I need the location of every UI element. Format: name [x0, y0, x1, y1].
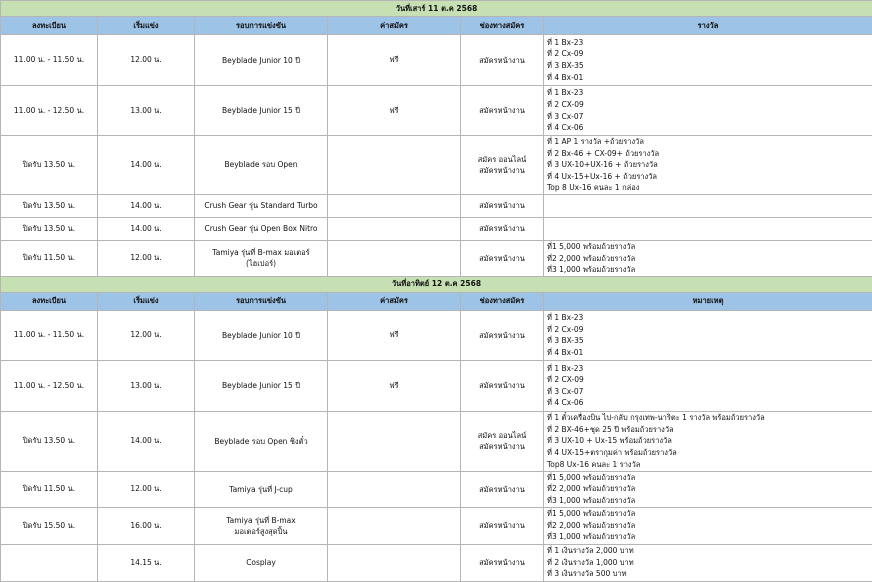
- round-cell: [195, 411, 328, 471]
- prize-line: ที่2 2,000 พร้อมถ้วยรางวัล: [547, 483, 869, 495]
- channel-cell: [461, 35, 544, 86]
- fee-cell: ฟรี: [328, 86, 461, 136]
- prize-line: Top 8 Ux-16 คนละ 1 กล่อง: [547, 182, 869, 194]
- round-line: Crush Gear รุ่น Open Box Nitro: [198, 223, 324, 234]
- column-header: เริ่มแข่ง: [98, 17, 195, 35]
- round-line: Beyblade Junior 10 ปี: [198, 330, 324, 341]
- prize-line: ที่ 3 UX-10 + Ux-15 พร้อมถ้วยรางวัล: [547, 435, 869, 447]
- round-cell: [195, 544, 328, 581]
- prize-cell: [544, 217, 872, 240]
- channel-line: สมัครหน้างาน: [464, 223, 540, 234]
- prize-line: ที่ 3 BX-35: [547, 335, 869, 347]
- round-line: Beyblade รอบ Open ชิงตั๋ว: [198, 436, 324, 447]
- schedule-body: [1, 1, 872, 582]
- prize-cell: [544, 35, 872, 86]
- prize-line: ที่3 1,000 พร้อมถ้วยรางวัล: [547, 531, 869, 543]
- prize-line: ที่1 5,000 พร้อมถ้วยรางวัล: [547, 472, 869, 484]
- channel-cell: [461, 544, 544, 581]
- table-row: [1, 240, 872, 276]
- registration-time-cell: ปิดรับ 13.50 น.: [1, 411, 98, 471]
- prize-line: ที่ 2 CX-09: [547, 99, 869, 111]
- channel-cell: [461, 411, 544, 471]
- start-time-cell: 14.00 น.: [98, 136, 195, 195]
- start-time-cell: 13.00 น.: [98, 86, 195, 136]
- column-header: รอบการแข่งขัน: [195, 292, 328, 310]
- round-line: Tamiya รุ่นที่ B-max มอเตอร์: [198, 247, 324, 258]
- round-line: Cosplay: [198, 557, 324, 568]
- prize-cell: [544, 360, 872, 411]
- column-header: ค่าสมัคร: [328, 17, 461, 35]
- prize-line: ที่3 1,000 พร้อมถ้วยรางวัล: [547, 264, 869, 276]
- start-time-cell: 12.00 น.: [98, 35, 195, 86]
- prize-line: ที่ 4 Cx-06: [547, 397, 869, 409]
- channel-line: สมัครหน้างาน: [464, 330, 540, 341]
- registration-time-cell: ปิดรับ 15.50 น.: [1, 507, 98, 544]
- column-header: รางวัล: [544, 17, 872, 35]
- column-header: ค่าสมัคร: [328, 292, 461, 310]
- prize-line: ที่ 1 Bx-23: [547, 312, 869, 324]
- round-cell: [195, 194, 328, 217]
- fee-cell: [328, 507, 461, 544]
- start-time-cell: 16.00 น.: [98, 507, 195, 544]
- channel-cell: [461, 217, 544, 240]
- prize-cell: [544, 136, 872, 195]
- prize-cell: [544, 194, 872, 217]
- table-row: [1, 360, 872, 411]
- start-time-cell: 13.00 น.: [98, 360, 195, 411]
- fee-cell: [328, 217, 461, 240]
- table-row: [1, 194, 872, 217]
- round-line: Beyblade Junior 10 ปี: [198, 55, 324, 66]
- channel-line: สมัครหน้างาน: [464, 441, 540, 452]
- table-row: [1, 35, 872, 86]
- fee-cell: [328, 471, 461, 507]
- channel-cell: [461, 86, 544, 136]
- round-cell: [195, 360, 328, 411]
- prize-line: ที่ 4 Ux-15+Ux-16 + ถ้วยรางวัล: [547, 171, 869, 183]
- registration-time-cell: ปิดรับ 13.50 น.: [1, 136, 98, 195]
- round-cell: [195, 507, 328, 544]
- registration-time-cell: ปิดรับ 13.50 น.: [1, 194, 98, 217]
- fee-cell: [328, 194, 461, 217]
- channel-line: สมัคร ออนไลน์: [464, 430, 540, 441]
- channel-cell: [461, 360, 544, 411]
- round-line: Crush Gear รุ่น Standard Turbo: [198, 200, 324, 211]
- prize-line: ที่1 5,000 พร้อมถ้วยรางวัล: [547, 508, 869, 520]
- prize-cell: [544, 507, 872, 544]
- channel-cell: [461, 240, 544, 276]
- header-row: [1, 292, 872, 310]
- round-line: Tamiya รุ่นที่ B-max: [198, 515, 324, 526]
- prize-line: ที่ 3 Cx-07: [547, 386, 869, 398]
- prize-line: ที่ 1 Bx-23: [547, 363, 869, 375]
- fee-cell: [328, 544, 461, 581]
- prize-line: ที่ 3 Cx-07: [547, 111, 869, 123]
- prize-line: ที่ 2 Cx-09: [547, 48, 869, 60]
- registration-time-cell: [1, 544, 98, 581]
- prize-line: ที่ 4 Bx-01: [547, 72, 869, 84]
- prize-line: ที่ 1 Bx-23: [547, 87, 869, 99]
- channel-cell: [461, 310, 544, 360]
- prize-line: ที่ 4 UX-15+ตรากุมค่า พร้อมถ้วยรางวัล: [547, 447, 869, 459]
- start-time-cell: 14.15 น.: [98, 544, 195, 581]
- start-time-cell: 12.00 น.: [98, 240, 195, 276]
- prize-line: ที่ 1 ตั๋วเครื่องบิน ไป-กลับ กรุงเทพ-นาริตะ 1 รางวัล พร้อมถ้วยรางวัล: [547, 412, 869, 424]
- channel-line: สมัครหน้างาน: [464, 105, 540, 116]
- prize-line: ที่ 1 AP 1 รางวัล +ถ้วยรางวัล: [547, 136, 869, 148]
- registration-time-cell: ปิดรับ 11.50 น.: [1, 471, 98, 507]
- prize-line: ที่ 1 เงินรางวัล 2,000 บาท: [547, 545, 869, 557]
- day-title-row: [1, 276, 872, 292]
- prize-line: ที่2 2,000 พร้อมถ้วยรางวัล: [547, 253, 869, 265]
- registration-time-cell: ปิดรับ 11.50 น.: [1, 240, 98, 276]
- prize-line: ที่1 5,000 พร้อมถ้วยรางวัล: [547, 241, 869, 253]
- fee-cell: [328, 240, 461, 276]
- channel-line: สมัคร ออนไลน์: [464, 154, 540, 165]
- round-line: (ไฮเปอร์): [198, 258, 324, 269]
- round-line: มอเตอร์สูงสุดปิ้น: [198, 526, 324, 537]
- start-time-cell: 14.00 น.: [98, 217, 195, 240]
- channel-line: สมัครหน้างาน: [464, 165, 540, 176]
- prize-line: ที่ 2 CX-09: [547, 374, 869, 386]
- round-cell: [195, 240, 328, 276]
- day-title-row: [1, 1, 872, 17]
- fee-cell: [328, 136, 461, 195]
- table-row: [1, 471, 872, 507]
- registration-time-cell: 11.00 น. - 11.50 น.: [1, 35, 98, 86]
- registration-time-cell: 11.00 น. - 12.50 น.: [1, 360, 98, 411]
- start-time-cell: 12.00 น.: [98, 310, 195, 360]
- prize-cell: [544, 471, 872, 507]
- table-row: [1, 217, 872, 240]
- prize-cell: [544, 544, 872, 581]
- column-header: รอบการแข่งขัน: [195, 17, 328, 35]
- channel-cell: [461, 194, 544, 217]
- prize-cell: [544, 310, 872, 360]
- table-row: [1, 136, 872, 195]
- fee-cell: ฟรี: [328, 310, 461, 360]
- day-title: วันที่เสาร์ 11 ต.ค 2568: [1, 1, 872, 17]
- column-header: ช่องทางสมัคร: [461, 17, 544, 35]
- prize-line: ที่ 2 Bx-46 + CX-09+ ถ้วยรางวัล: [547, 148, 869, 160]
- header-row: [1, 17, 872, 35]
- table-row: [1, 507, 872, 544]
- fee-cell: [328, 411, 461, 471]
- column-header: ลงทะเบียน: [1, 17, 98, 35]
- channel-line: สมัครหน้างาน: [464, 520, 540, 531]
- prize-cell: [544, 240, 872, 276]
- column-header: เริ่มแข่ง: [98, 292, 195, 310]
- prize-line: ที่ 4 Cx-06: [547, 122, 869, 134]
- prize-cell: [544, 86, 872, 136]
- round-cell: [195, 35, 328, 86]
- registration-time-cell: 11.00 น. - 12.50 น.: [1, 86, 98, 136]
- day-title: วันที่อาทิตย์ 12 ต.ค 2568: [1, 276, 872, 292]
- prize-line: ที่ 3 เงินรางวัล 500 บาท: [547, 568, 869, 580]
- round-cell: [195, 310, 328, 360]
- round-cell: [195, 136, 328, 195]
- column-header: หมายเหตุ: [544, 292, 872, 310]
- registration-time-cell: 11.00 น. - 11.50 น.: [1, 310, 98, 360]
- channel-line: สมัครหน้างาน: [464, 380, 540, 391]
- round-cell: [195, 86, 328, 136]
- fee-cell: ฟรี: [328, 360, 461, 411]
- prize-line: ที่ 1 Bx-23: [547, 37, 869, 49]
- round-line: Tamiya รุ่นที่ J-cup: [198, 484, 324, 495]
- fee-cell: ฟรี: [328, 35, 461, 86]
- table-row: [1, 86, 872, 136]
- registration-time-cell: ปิดรับ 13.50 น.: [1, 217, 98, 240]
- column-header: ช่องทางสมัคร: [461, 292, 544, 310]
- prize-line: ที่ 2 เงินรางวัล 1,000 บาท: [547, 557, 869, 569]
- prize-line: ที่ 3 BX-35: [547, 60, 869, 72]
- channel-cell: [461, 136, 544, 195]
- channel-line: สมัครหน้างาน: [464, 253, 540, 264]
- round-line: Beyblade Junior 15 ปี: [198, 380, 324, 391]
- table-row: [1, 411, 872, 471]
- channel-line: สมัครหน้างาน: [464, 55, 540, 66]
- channel-cell: [461, 471, 544, 507]
- channel-cell: [461, 507, 544, 544]
- column-header: ลงทะเบียน: [1, 292, 98, 310]
- start-time-cell: 12.00 น.: [98, 471, 195, 507]
- channel-line: สมัครหน้างาน: [464, 557, 540, 568]
- round-cell: [195, 217, 328, 240]
- prize-line: ที่ 4 Bx-01: [547, 347, 869, 359]
- prize-line: ที่ 3 UX-10+UX-16 + ถ้วยรางวัล: [547, 159, 869, 171]
- prize-cell: [544, 411, 872, 471]
- prize-line: Top8 Ux-16 คนละ 1 รางวัล: [547, 459, 869, 471]
- prize-line: ที่ 2 Cx-09: [547, 324, 869, 336]
- start-time-cell: 14.00 น.: [98, 194, 195, 217]
- table-row: [1, 310, 872, 360]
- channel-line: สมัครหน้างาน: [464, 200, 540, 211]
- round-line: Beyblade รอบ Open: [198, 159, 324, 170]
- round-cell: [195, 471, 328, 507]
- start-time-cell: 14.00 น.: [98, 411, 195, 471]
- prize-line: ที่3 1,000 พร้อมถ้วยรางวัล: [547, 495, 869, 507]
- prize-line: ที่2 2,000 พร้อมถ้วยรางวัล: [547, 520, 869, 532]
- prize-line: ที่ 2 BX-46+ชุด 25 ปี พร้อมถ้วยรางวัล: [547, 424, 869, 436]
- round-line: Beyblade Junior 15 ปี: [198, 105, 324, 116]
- channel-line: สมัครหน้างาน: [464, 484, 540, 495]
- table-row: [1, 544, 872, 581]
